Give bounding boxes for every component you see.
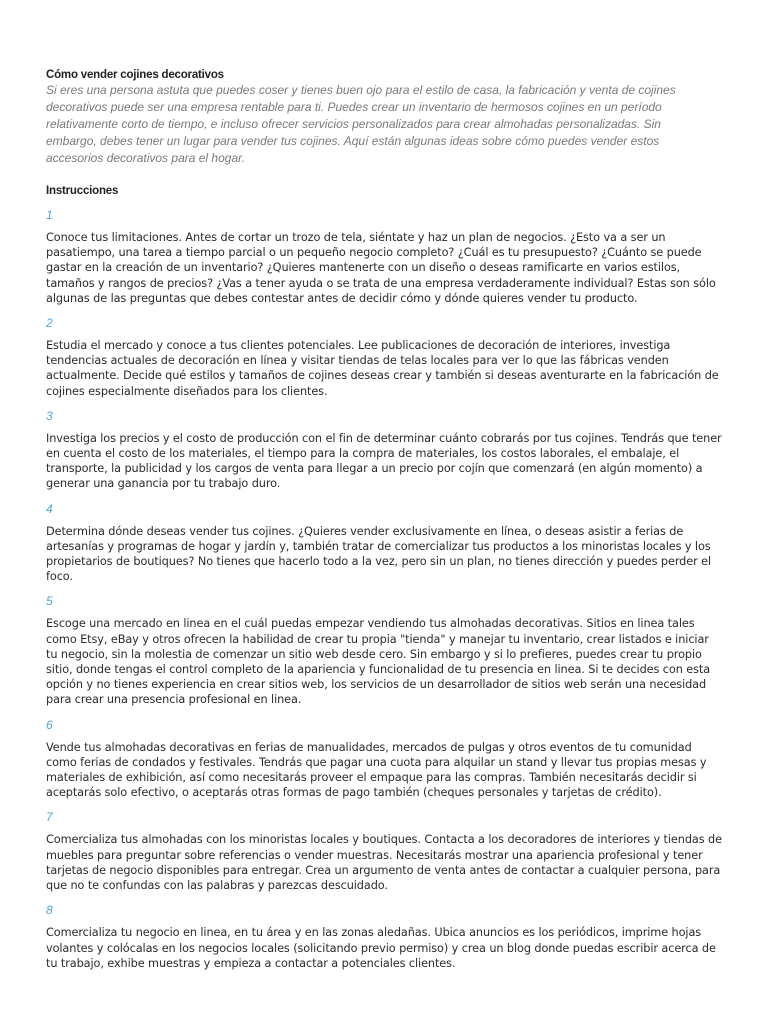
step-text: Vende tus almohadas decorativas en ferias de manualidades, mercados de pulgas y otros eventos de tu comunidad como ferias de condados y festivales. Tendrás que pagar una cuota para alquilar un stand y llevar tus propias mesas y materiales de exhibición, así como necesitarás proveer el empaque para las compras. También necesitarás decidir si aceptarás solo efectivo, o aceptarás otras formas de pago también (cheques personales y tarjetas de crédito). [46, 740, 707, 800]
step-text: Comercializa tu negocio en linea, en tu área y en las zonas aledañas. Ubica anuncios es los periódicos, imprime hojas volantes y colócalas en los negocios locales (solicitando previo permiso) y crea un blog donde puedas escribir acerca de tu trabajo, exhibe muestras y empieza a contactar a potenciales clientes. [46, 926, 716, 970]
step-5 [46, 594, 726, 707]
document-page [46, 68, 726, 971]
page-title: Cómo vender cojines decorativos [46, 69, 224, 81]
step-text: Conoce tus limitaciones. Antes de cortar un trozo de tela, siéntate y haz un plan de negocios. ¿Esto va a ser un pasatiempo, una tarea a tiempo parcial o un pequeño negocio completo? ¿Cuál es tu presupuesto? ¿Cuánto se puede gastar en la creación de un inventario? ¿Quieres mantenerte con un diseño o deseas ramificarte en varios estilos, tamaños y rangos de precios? ¿Vas a tener ayuda o se trata de una empresa verdaderamente individual? Estas son sólo algunas de las preguntas que debes contestar antes de decidir cómo y dónde quieres vender tu producto. [46, 231, 716, 305]
step-4 [46, 502, 726, 585]
instructions-heading: Instrucciones [46, 185, 119, 197]
step-text: Comercializa tus almohadas con los minoristas locales y boutiques. Contacta a los decoradores de interiores y tiendas de muebles para preguntar sobre referencias o vender muestras. Necesitarás mostrar una apariencia profesional y tener tarjetas de negocio disponibles para entregar. Crea un argumento de venta antes de contactar a cualquier persona, para que no te confundas con las palabras y parezcas descuidado. [46, 833, 722, 893]
step-number: 6 [46, 717, 53, 732]
step-1 [46, 208, 726, 306]
step-text: Investiga los precios y el costo de producción con el fin de determinar cuánto cobrarás por tus cojines. Tendrás que tener en cuenta el costo de los materiales, el tiempo para la compra de materiales, los costos laborales, el embalaje, el transporte, la publicidad y los cargos de venta para llegar a un precio por cojín que comenzará (en algún momento) a generar una ganancia por tu trabajo duro. [46, 431, 722, 491]
step-number: 4 [46, 501, 53, 516]
step-number: 1 [46, 208, 53, 222]
step-number: 5 [46, 594, 53, 609]
step-text: Escoge una mercado en linea en el cuál puedas empezar vendiendo tus almohadas decorativas. Sitios en linea tales como Etsy, eBay y otros ofrecen la habilidad de crear tu propia "tienda" y manejar tu inventario, crear listados e iniciar tu negocio, sin la molestia de comenzar un sitio web desde cero. Sin embargo y si lo prefieres, puedes crear tu propio sitio, donde tengas el control completo de la apariencia y funcionalidad de tu presencia en linea. Si te decides con esta opción y no tienes experiencia en crear sitios web, los servicios de un desarrollador de sitios web serán una necesidad para crear una presencia profesional en linea. [46, 617, 711, 707]
step-number: 2 [46, 316, 53, 331]
step-6 [46, 718, 726, 801]
step-2 [46, 316, 726, 399]
step-number: 7 [46, 810, 53, 825]
step-8 [46, 903, 726, 971]
step-number: 3 [46, 408, 53, 423]
step-7 [46, 810, 726, 893]
step-text: Estudia el mercado y conoce a tus clientes potenciales. Lee publicaciones de decoración de interiores, investiga tendencias actuales de decoración en línea y visitar tiendas de telas locales para ver lo que las fábricas venden actualmente. Decide qué estilos y tamaños de cojines deseas crear y también si deseas aventurarte en la fabricación de cojines especialmente diseñados para los clientes. [46, 339, 719, 398]
step-text: Determina dónde deseas vender tus cojines. ¿Quieres vender exclusivamente en línea, o deseas asistir a ferias de artesanías y programas de hogar y jardín y, también tratar de comercializar tus productos a los minoristas locales y los propietarios de boutiques? No tienes que hacerlo todo a la vez, pero sin un plan, no tienes dirección y puedes perder el foco. [46, 524, 712, 584]
intro-paragraph: Si eres una persona astuta que puedes coser y tienes buen ojo para el estilo de casa, la fabricación y venta de cojines decorativos puede ser una empresa rentable para ti. Puedes crear un inventario de hermosos cojines en un período relativamente corto de tiempo, e incluso ofrecer servicios personalizados para crear almohadas personalizadas. Sin embargo, debes tener un lugar para vender tus cojines. Aquí están algunas ideas sobre cómo puedes vender estos accesorios decorativos para el hogar. [46, 83, 676, 165]
step-number: 8 [46, 903, 53, 918]
step-3 [46, 409, 726, 492]
